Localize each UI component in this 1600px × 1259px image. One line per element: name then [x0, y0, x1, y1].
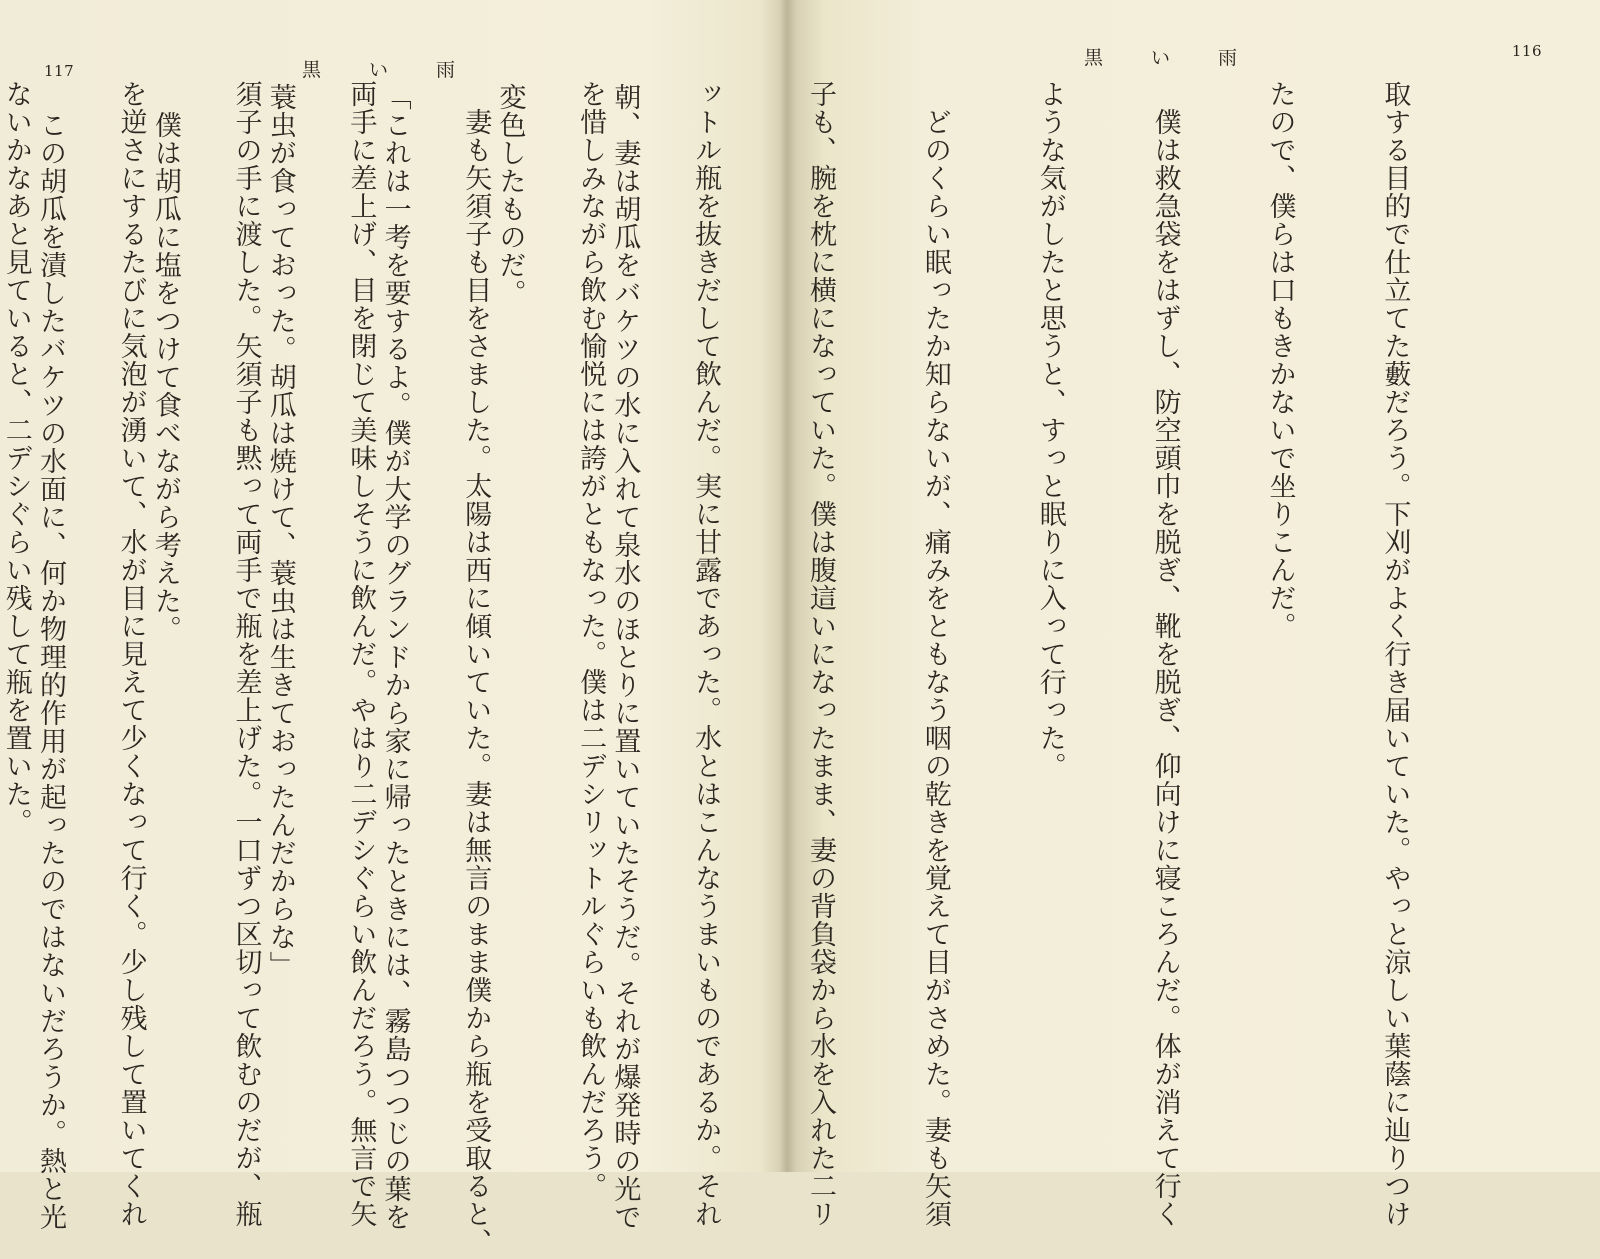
text-line: ような気がしたと思うと、すっと眠りに入って行った。: [1034, 80, 1066, 780]
text-line: ットル瓶を抜きだして飲んだ。実に甘露であった。水とはこんなうまいものであるか。それ: [690, 80, 722, 1228]
text-line: どのくらい眠ったか知らないが、痛みをともなう咽の乾きを覚えて目がさめた。妻も矢須: [919, 80, 951, 1228]
text-line: 妻も矢須子も目をさました。太陽は西に傾いていた。妻は無言のまま僕から瓶を受取ると、: [460, 80, 492, 1256]
running-title: 黒い雨: [1084, 47, 1286, 69]
text-line: この胡瓜を漬したバケツの水面に、何か物理的作用が起ったのではないだろうか。熱と光: [34, 83, 66, 1231]
text-line: を逆さにするたびに気泡が湧いて、水が目に見えて少くなって行く。少し残して置いてくれ: [115, 80, 147, 1228]
page-number: 116: [1511, 42, 1542, 60]
page-number: 117: [44, 62, 75, 80]
text-line: たので、僕らは口もきかないで坐りこんだ。: [1264, 80, 1296, 640]
text-line: 僕は胡瓜に塩をつけて食べながら考えた。: [149, 83, 181, 643]
running-title: 黒い雨: [302, 59, 504, 81]
text-line: 取する目的で仕立てた藪だろう。下刈がよく行き届いていた。やっと涼しい葉蔭に辿りつけ: [1379, 80, 1411, 1228]
text-line: 僕は救急袋をはずし、防空頭巾を脱ぎ、靴を脱ぎ、仰向けに寝ころんだ。体が消えて行く: [1149, 80, 1181, 1228]
text-line: 須子の手に渡した。矢須子も黙って両手で瓶を差上げた。一口ずつ区切って飲むのだが、瓶: [230, 80, 262, 1228]
text-line: ないかなあと見ていると、二デシぐらい残して瓶を置いた。: [0, 80, 32, 836]
body-text: [0, 80, 1490, 1256]
text-line: 「これは一考を要するよ。僕が大学のグランドから家に帰ったときには、霧島つつじの葉を: [379, 83, 411, 1231]
text-line: 両手に差上げ、目を閉じて美味しそうに飲んだ。やはり二デシぐらい飲んだろう。無言で矢: [345, 80, 377, 1228]
text-line: を惜しみながら飲む愉悦には誇がともなった。僕は二デシリットルぐらいも飲んだろう。: [575, 80, 607, 1200]
text-line: 蓑虫が食っておった。胡瓜は焼けて、蓑虫は生きておったんだからな」: [264, 83, 296, 979]
text-line: 朝、妻は胡瓜をバケツの水に入れて泉水のほとりに置いていたそうだ。それが爆発時の光で: [609, 83, 641, 1231]
text-line: 変色したものだ。: [494, 83, 526, 307]
text-line: 子も、腕を枕に横になっていた。僕は腹這いになったまま、妻の背負袋から水を入れた二リ: [804, 80, 836, 1228]
